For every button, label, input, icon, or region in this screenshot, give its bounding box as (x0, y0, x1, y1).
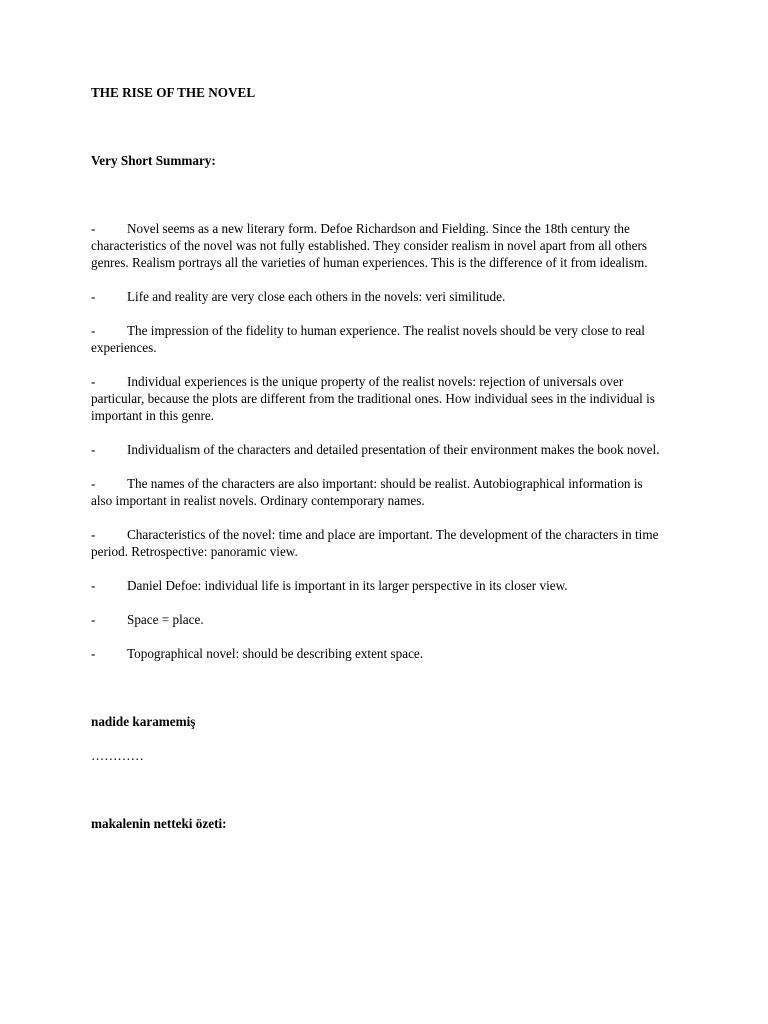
bullet-text: Life and reality are very close each others in the novels: veri similitude. (127, 289, 506, 304)
ellipsis-line: ………… (91, 748, 144, 763)
list-item (91, 441, 661, 458)
list-item (91, 373, 661, 424)
list-item (91, 577, 661, 594)
bullet-text: Individual experiences is the unique property of the realist novels: rejection of universals over particular, because the plots are different from the traditional ones. How individual sees in the individual is important in this genre. (91, 374, 655, 423)
list-item (91, 322, 661, 356)
summary-list (91, 220, 661, 662)
list-item (91, 645, 661, 662)
bullet-dash: - (91, 578, 96, 593)
bullet-text: The impression of the fidelity to human experience. The realist novels should be very close to real experiences. (91, 323, 645, 355)
list-item (91, 526, 661, 560)
bullet-dash: - (91, 323, 96, 338)
bullet-text: Space = place. (127, 612, 204, 627)
bullet-text: Novel seems as a new literary form. Defoe Richardson and Fielding. Since the 18th century the characteristics of the novel was not fully established. They consider realism in novel apart from all others genres. Realism portrays all the varieties of human experiences. This is the difference of it from idealism. (91, 221, 648, 270)
list-item (91, 611, 661, 628)
bullet-dash: - (91, 289, 96, 304)
summary-heading: Very Short Summary: (91, 153, 216, 168)
list-item (91, 288, 661, 305)
document-title: THE RISE OF THE NOVEL (91, 85, 256, 100)
bullet-dash: - (91, 442, 96, 457)
list-item (91, 220, 661, 271)
list-item (91, 475, 661, 509)
bullet-text: Daniel Defoe: individual life is important in its larger perspective in its closer view. (127, 578, 568, 593)
bullet-dash: - (91, 374, 96, 389)
document-page (91, 84, 661, 832)
bullet-dash: - (91, 612, 96, 627)
section-heading: makalenin netteki özeti: (91, 816, 227, 831)
bullet-dash: - (91, 221, 96, 236)
bullet-text: Individualism of the characters and detailed presentation of their environment makes the book novel. (127, 442, 660, 457)
author-name: nadide karamemiş (91, 714, 196, 729)
bullet-text: The names of the characters are also important: should be realist. Autobiographical information is also important in realist novels. Ordinary contemporary names. (91, 476, 643, 508)
bullet-text: Topographical novel: should be describing extent space. (127, 646, 424, 661)
bullet-dash: - (91, 527, 96, 542)
bullet-dash: - (91, 646, 96, 661)
bullet-text: Characteristics of the novel: time and place are important. The development of the characters in time period. Retrospective: panoramic view. (91, 527, 659, 559)
bullet-dash: - (91, 476, 96, 491)
